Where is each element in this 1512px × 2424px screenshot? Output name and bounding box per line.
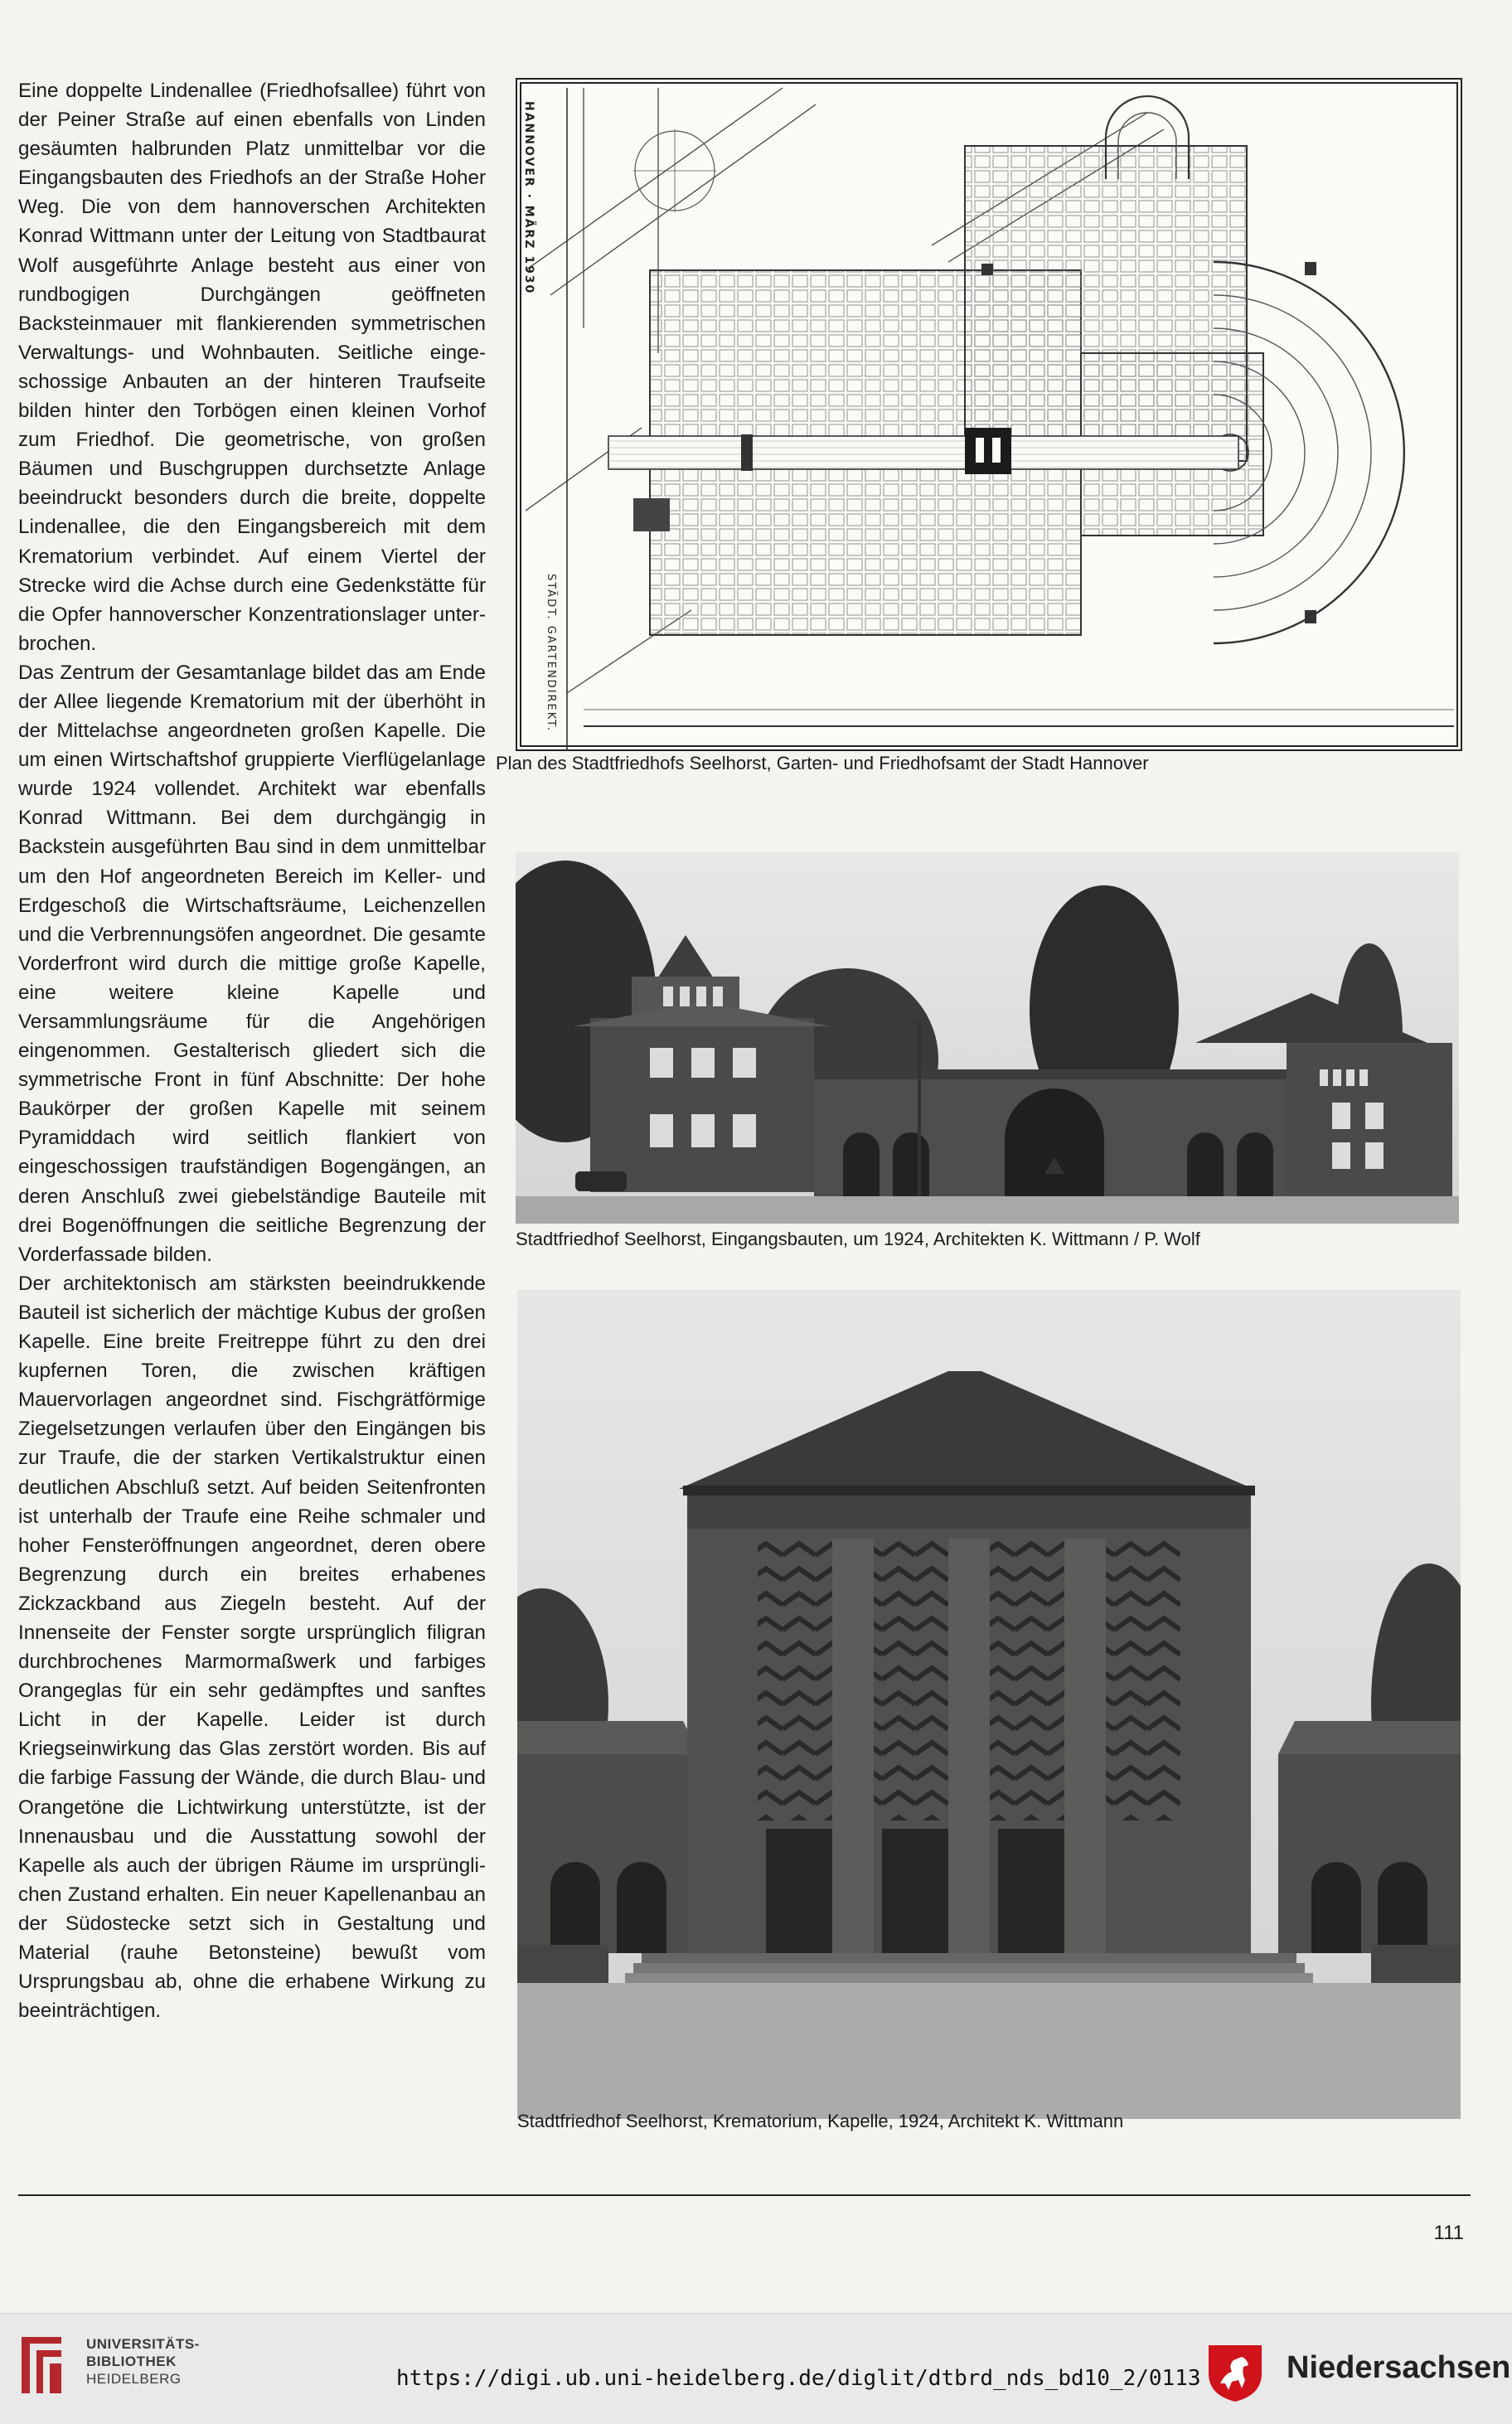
crematorium-chapel-photo <box>517 1290 1461 2119</box>
paragraph: Der architektonisch am stärksten beeindrukkende Bauteil ist sicherlich der mächtige Kubus der großen Kapelle. Eine breite Freitreppe führt zu den drei kupfernen Toren, die zwischen kräftigen Mauervorlagen angeordnet sind. Fischgrätförmige Ziegelsetzungen verlaufen über den Eingängen bis zur Traufe, die der starken Vertikalstruktur einen deutlichen Abschluß setzt. Auf beiden Seitenfronten ist unterhalb der Traufe eine Reihe schmaler und hoher Fensteröffnungen angeordnet, deren obere Begrenzung durch ein breites erhabenes Zickzackband aus Ziegeln besteht. Auf der Innenseite der Fenster sorgte ursprünglich filigran durchbrochenes Marmormaßwerk und farbiges Orangeglas für ein sehr gedämpftes und sanftes Licht in der Kapelle. Leider ist durch Kriegseinwirkung das Glas zerstört worden. Bis auf die farbige Fassung der Wände, die durch Blau- und Orangetöne die Lichtwirkung unterstützte, ist der Innenausbau und die Ausstattung sowohl der Kapelle als auch der übrigen Räume im ursprünglichen Zustand erhalten. Ein neuer Kapellenanbau an der Südostecke setzt sich in Gestaltung und Material (rauhe Betonsteine) bewußt vom Ursprungsbau ab, ohne die erhabene Wirkung zu beeinträchtigen. <box>18 1272 486 2023</box>
figure-caption: Plan des Stadtfriedhofs Seelhorst, Garten- und Friedhofsamt der Stadt Hannover <box>496 753 1149 773</box>
library-logo-icon <box>17 2332 66 2398</box>
plan-title: HANNOVER · MÄRZ 1930 <box>522 101 536 295</box>
entrance-buildings-photo <box>516 852 1459 1224</box>
page-number: 111 <box>1433 2222 1464 2244</box>
plan-stamp: STÄDT. GARTENDIREKT. <box>545 574 557 732</box>
paragraph: Eine doppelte Lindenallee (Friedhofsallee) führt von der Peiner Straße auf einen ebenfalls von Linden gesäumten halbrunden Platz unmittelbar vor die Eingangsbauten des Friedhofs an der Straße Hoher Weg. Die von dem hannoverschen Architekten Konrad Wittmann unter der Leitung von Stadtbaurat Wolf ausgeführte Anlage besteht aus einer von rundbogigen Durchgängen geöffneten Backsteinmauer mit flankierenden symmetrischen Verwaltungs- und Wohnbauten. Seitliche eingeschossige Anbauten an der hinteren Traufseite bilden hinter den Torbögen einen kleinen Vorhof zum Friedhof. Die geometrische, von großen Bäumen und Buschgruppen durchsetzte Anlage beeindruckt besonders durch die breite, doppelte Lindenallee, die den Eingangsbereich mit dem Krematorium verbindet. Auf einem Viertel der Strecke wird die Achse durch eine Gedenkstätte für die Opfer hannoverscher Konzentrationslager unterbrochen. <box>18 80 486 655</box>
chapel-photo-image <box>517 1290 1461 2119</box>
figure-caption: Stadtfriedhof Seelhorst, Eingangsbauten, um 1924, Architekten K. Wittmann / P. Wolf <box>516 1229 1200 1249</box>
cemetery-plan-drawing <box>517 80 1461 749</box>
permalink-url[interactable]: https://digi.ub.uni-heidelberg.de/diglit/dtbrd_nds_bd10_2/0113 <box>396 2366 1201 2391</box>
library-name: UNIVERSITÄTS- BIBLIOTHEK HEIDELBERG <box>86 2336 200 2387</box>
paragraph: Das Zentrum der Gesamtanlage bildet das am Ende der Allee liegende Krematorium mit der überhöht in der Mittelachse angeordneten großen Kapelle. Die um einen Wirtschaftshof gruppierte Vierflügelanlage wurde 1924 vollendet. Architekt war ebenfalls Konrad Wittmann. Bei dem durchgängig in Backstein ausgeführten Bau sind in dem unmittelbar um den Hof angeordneten Bereich im Keller- und Erdgeschoß die Wirtschaftsräume, Leichenzellen und die Verbrennungsöfen angeordnet. Die gesamte Vorderfront wird durch die mittige große Kapelle, eine weitere kleine Kapelle und Versammlungsräume für die Angehörigen eingenommen. Gestalterisch gliedert sich die symmetrische Front in fünf Abschnitte: Der hohe Baukörper der großen Kapelle mit seinem Pyramiddach wird seitlich flankiert von eingeschossigen traufständigen Bogengängen, an deren Anschluß zwei giebelständige Bauteile mit drei Bogenöffnungen die seitliche Begrenzung der Vorderfassade bilden. <box>18 661 486 1266</box>
state-name: Niedersachsen <box>1287 2350 1511 2385</box>
footer-rule <box>18 2194 1471 2196</box>
entrance-photo-image <box>516 852 1459 1224</box>
body-text <box>18 76 486 2025</box>
niedersachsen-horse-icon <box>1204 2340 1267 2403</box>
digitization-footer <box>0 2313 1512 2424</box>
figure-caption: Stadtfriedhof Seelhorst, Krematorium, Kapelle, 1924, Architekt K. Wittmann <box>517 2111 1124 2131</box>
cemetery-plan-figure <box>516 78 1462 751</box>
